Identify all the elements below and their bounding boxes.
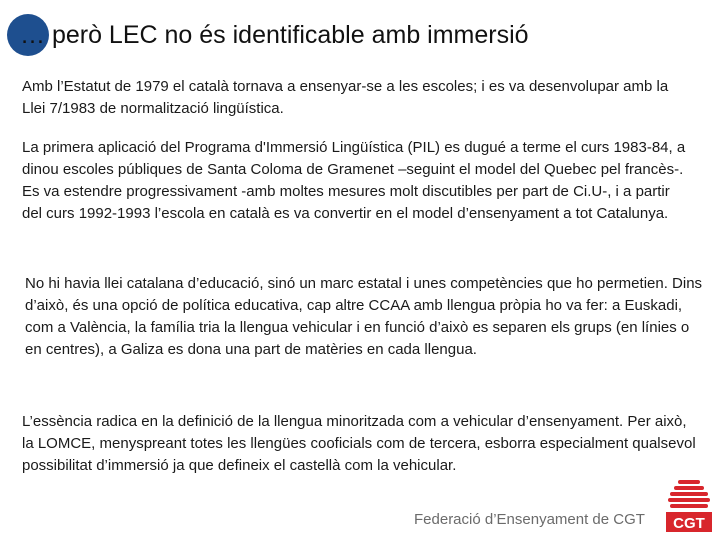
paragraph-lomce: L’essència radica en la definició de la llengua minoritzada com a vehicular d’ensenyament. Per això, la LOMCE, menyspreant totes les llengües cooficials com de tercera, esborra especialment qualsevol possibilitat d’immersió ja que defineix el castellà com la vehicular. xyxy=(22,413,696,474)
footer-text: Federació d’Ensenyament de CGT xyxy=(414,511,645,528)
paragraph-llei-educacio: No hi havia llei catalana d’educació, sinó un marc estatal i unes competències que ho permetien. Dins d’això, és una opció de política educativa, cap altre CCAA amb llengua pròpia ho va fer: a Euskadi, com a València, la família tria la llengua vehicular i en funció d’això es separen els grups (en línies o en centres), a Galiza es dona una part de matèries en cada llengua. xyxy=(25,275,703,358)
logo-text: CGT xyxy=(673,515,705,532)
paragraph-estatut: Amb l’Estatut de 1979 el català tornava a ensenyar-se a les escoles; i es va desenvolupar amb la Llei 7/1983 de normalització lingüística. xyxy=(22,78,669,117)
paragraph-pil: La primera aplicació del Programa d'Immersió Lingüística (PIL) es dugué a terme el curs 1983-84, a dinou escoles públiques de Santa Coloma de Gramenet –seguint el model del Quebec pel francès-. Es va estendre progressivament -amb moltes mesures molt discutibles per part de Ci.U-, i a partir del curs 1992-1993 l’escola en català es va convertir en el model d’ensenyament a tot Catalunya. xyxy=(22,139,686,222)
cgt-logo-icon xyxy=(664,478,714,534)
slide-title: … però LEC no és identificable amb immersió xyxy=(20,21,529,49)
